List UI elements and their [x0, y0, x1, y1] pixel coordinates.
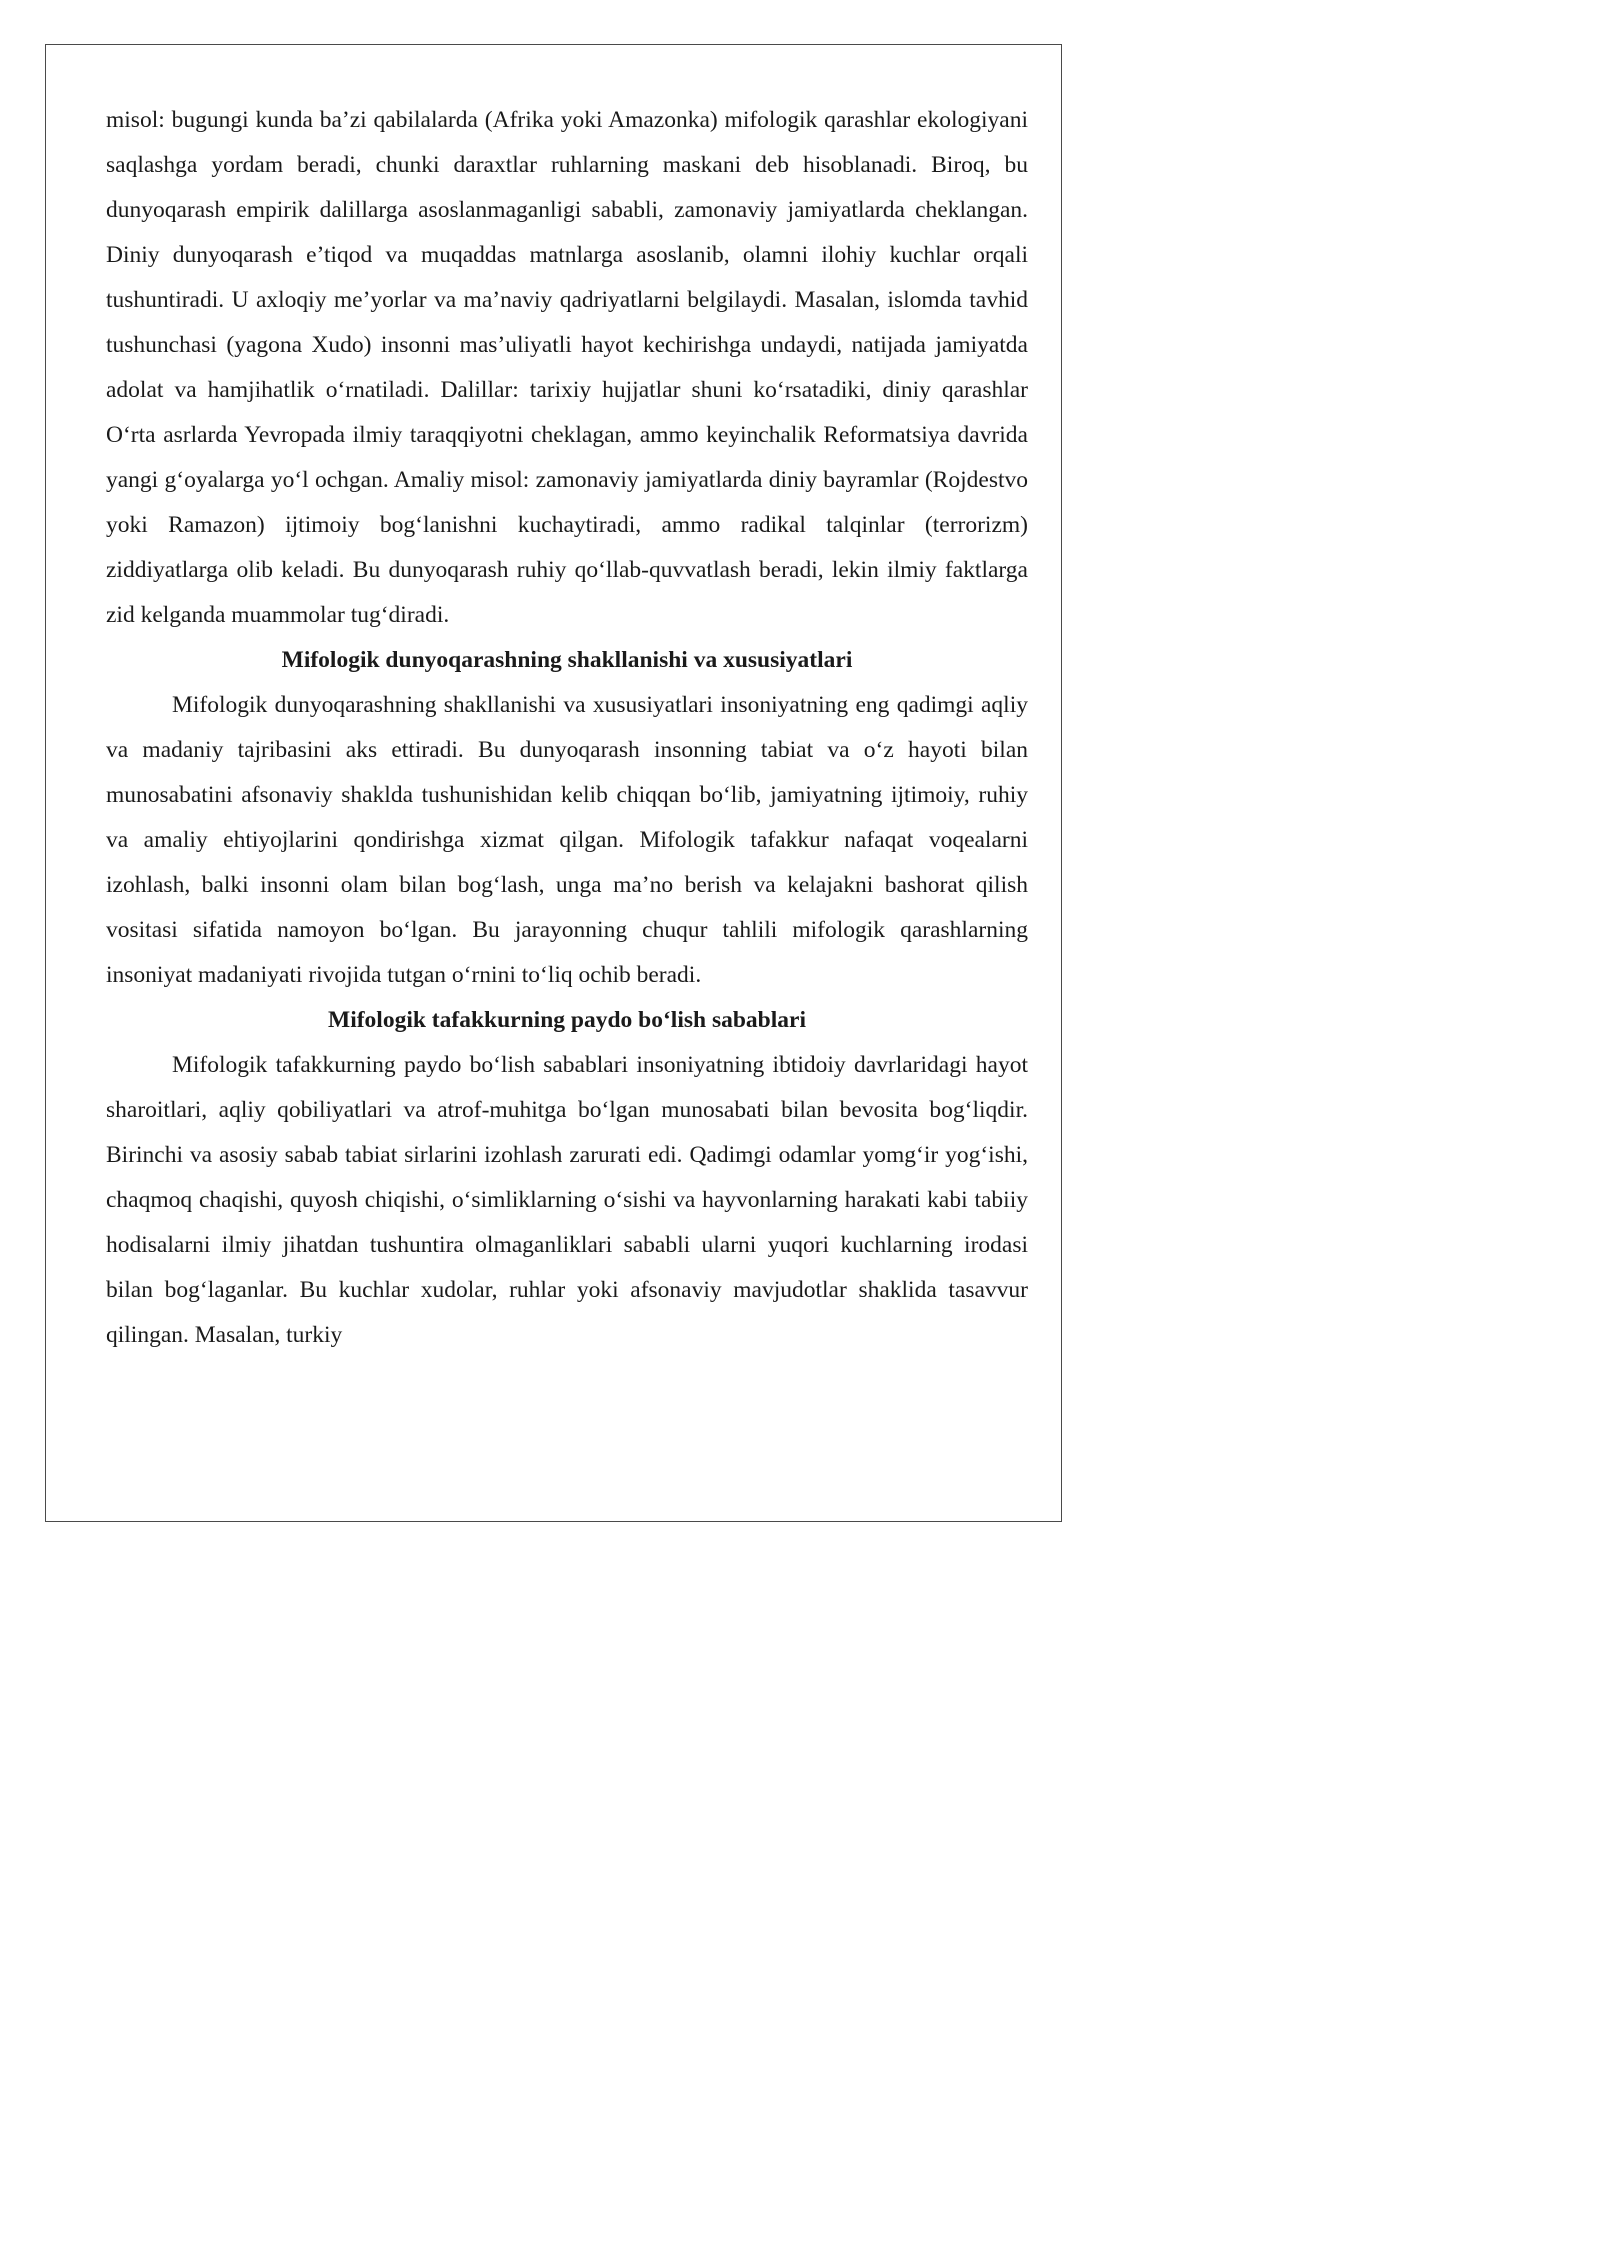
document-body [106, 98, 1028, 1358]
section-heading: Mifologik tafakkurning paydo boʻlish sabablari [328, 1007, 806, 1033]
body-paragraph: misol: bugungi kunda ba’zi qabilalarda (Afrika yoki Amazonka) mifologik qarashlar ekologiyani saqlashga yordam beradi, chunki daraxtlar ruhlarning maskani deb hisoblanadi. Biroq, bu dunyoqarash empirik dalillarga asoslanmaganligi sababli, zamonaviy jamiyatlarda cheklangan. Diniy dunyoqarash e’tiqod va muqaddas matnlarga asoslanib, olamni ilohiy kuchlar orqali tushuntiradi. U axloqiy me’yorlar va ma’naviy qadriyatlarni belgilaydi. Masalan, islomda tavhid tushunchasi (yagona Xudo) insonni mas’uliyatli hayot kechirishga undaydi, natijada jamiyatda adolat va hamjihatlik oʻrnatiladi. Dalillar: tarixiy hujjatlar shuni koʻrsatadiki, diniy qarashlar Oʻrta asrlarda Yevropada ilmiy taraqqiyotni cheklagan, ammo keyinchalik Reformatsiya davrida yangi gʻoyalarga yoʻl ochgan. Amaliy misol: zamonaviy jamiyatlarda diniy bayramlar (Rojdestvo yoki Ramazon) ijtimoiy bogʻlanishni kuchaytiradi, ammo radikal talqinlar (terrorizm) ziddiyatlarga olib keladi. Bu dunyoqarash ruhiy qoʻllab-quvvatlash beradi, lekin ilmiy faktlarga zid kelganda muammolar tugʻdiradi. [106, 107, 1028, 628]
section-heading: Mifologik dunyoqarashning shakllanishi va xususiyatlari [281, 647, 853, 673]
body-paragraph: Mifologik dunyoqarashning shakllanishi va xususiyatlari insoniyatning eng qadimgi aqliy va madaniy tajribasini aks ettiradi. Bu dunyoqarash insonning tabiat va oʻz hayoti bilan munosabatini afsonaviy shaklda tushunishidan kelib chiqqan boʻlib, jamiyatning ijtimoiy, ruhiy va amaliy ehtiyojlarini qondirishga xizmat qilgan. Mifologik tafakkur nafaqat voqealarni izohlash, balki insonni olam bilan bogʻlash, unga ma’no berish va kelajakni bashorat qilish vositasi sifatida namoyon boʻlgan. Bu jarayonning chuqur tahlili mifologik qarashlarning insoniyat madaniyati rivojida tutgan oʻrnini toʻliq ochib beradi. [106, 692, 1028, 988]
body-paragraph: Mifologik tafakkurning paydo boʻlish sabablari insoniyatning ibtidoiy davrlaridagi hayot sharoitlari, aqliy qobiliyatlari va atrof-muhitga boʻlgan munosabati bilan bevosita bogʻliqdir. Birinchi va asosiy sabab tabiat sirlarini izohlash zarurati edi. Qadimgi odamlar yomgʻir yogʻishi, chaqmoq chaqishi, quyosh chiqishi, oʻsimliklarning oʻsishi va hayvonlarning harakati kabi tabiiy hodisalarni ilmiy jihatdan tushuntira olmaganliklari sababli ularni yuqori kuchlarning irodasi bilan bogʻlaganlar. Bu kuchlar xudolar, ruhlar yoki afsonaviy mavjudotlar shaklida tasavvur qilingan. Masalan, turkiy [106, 1052, 1028, 1348]
